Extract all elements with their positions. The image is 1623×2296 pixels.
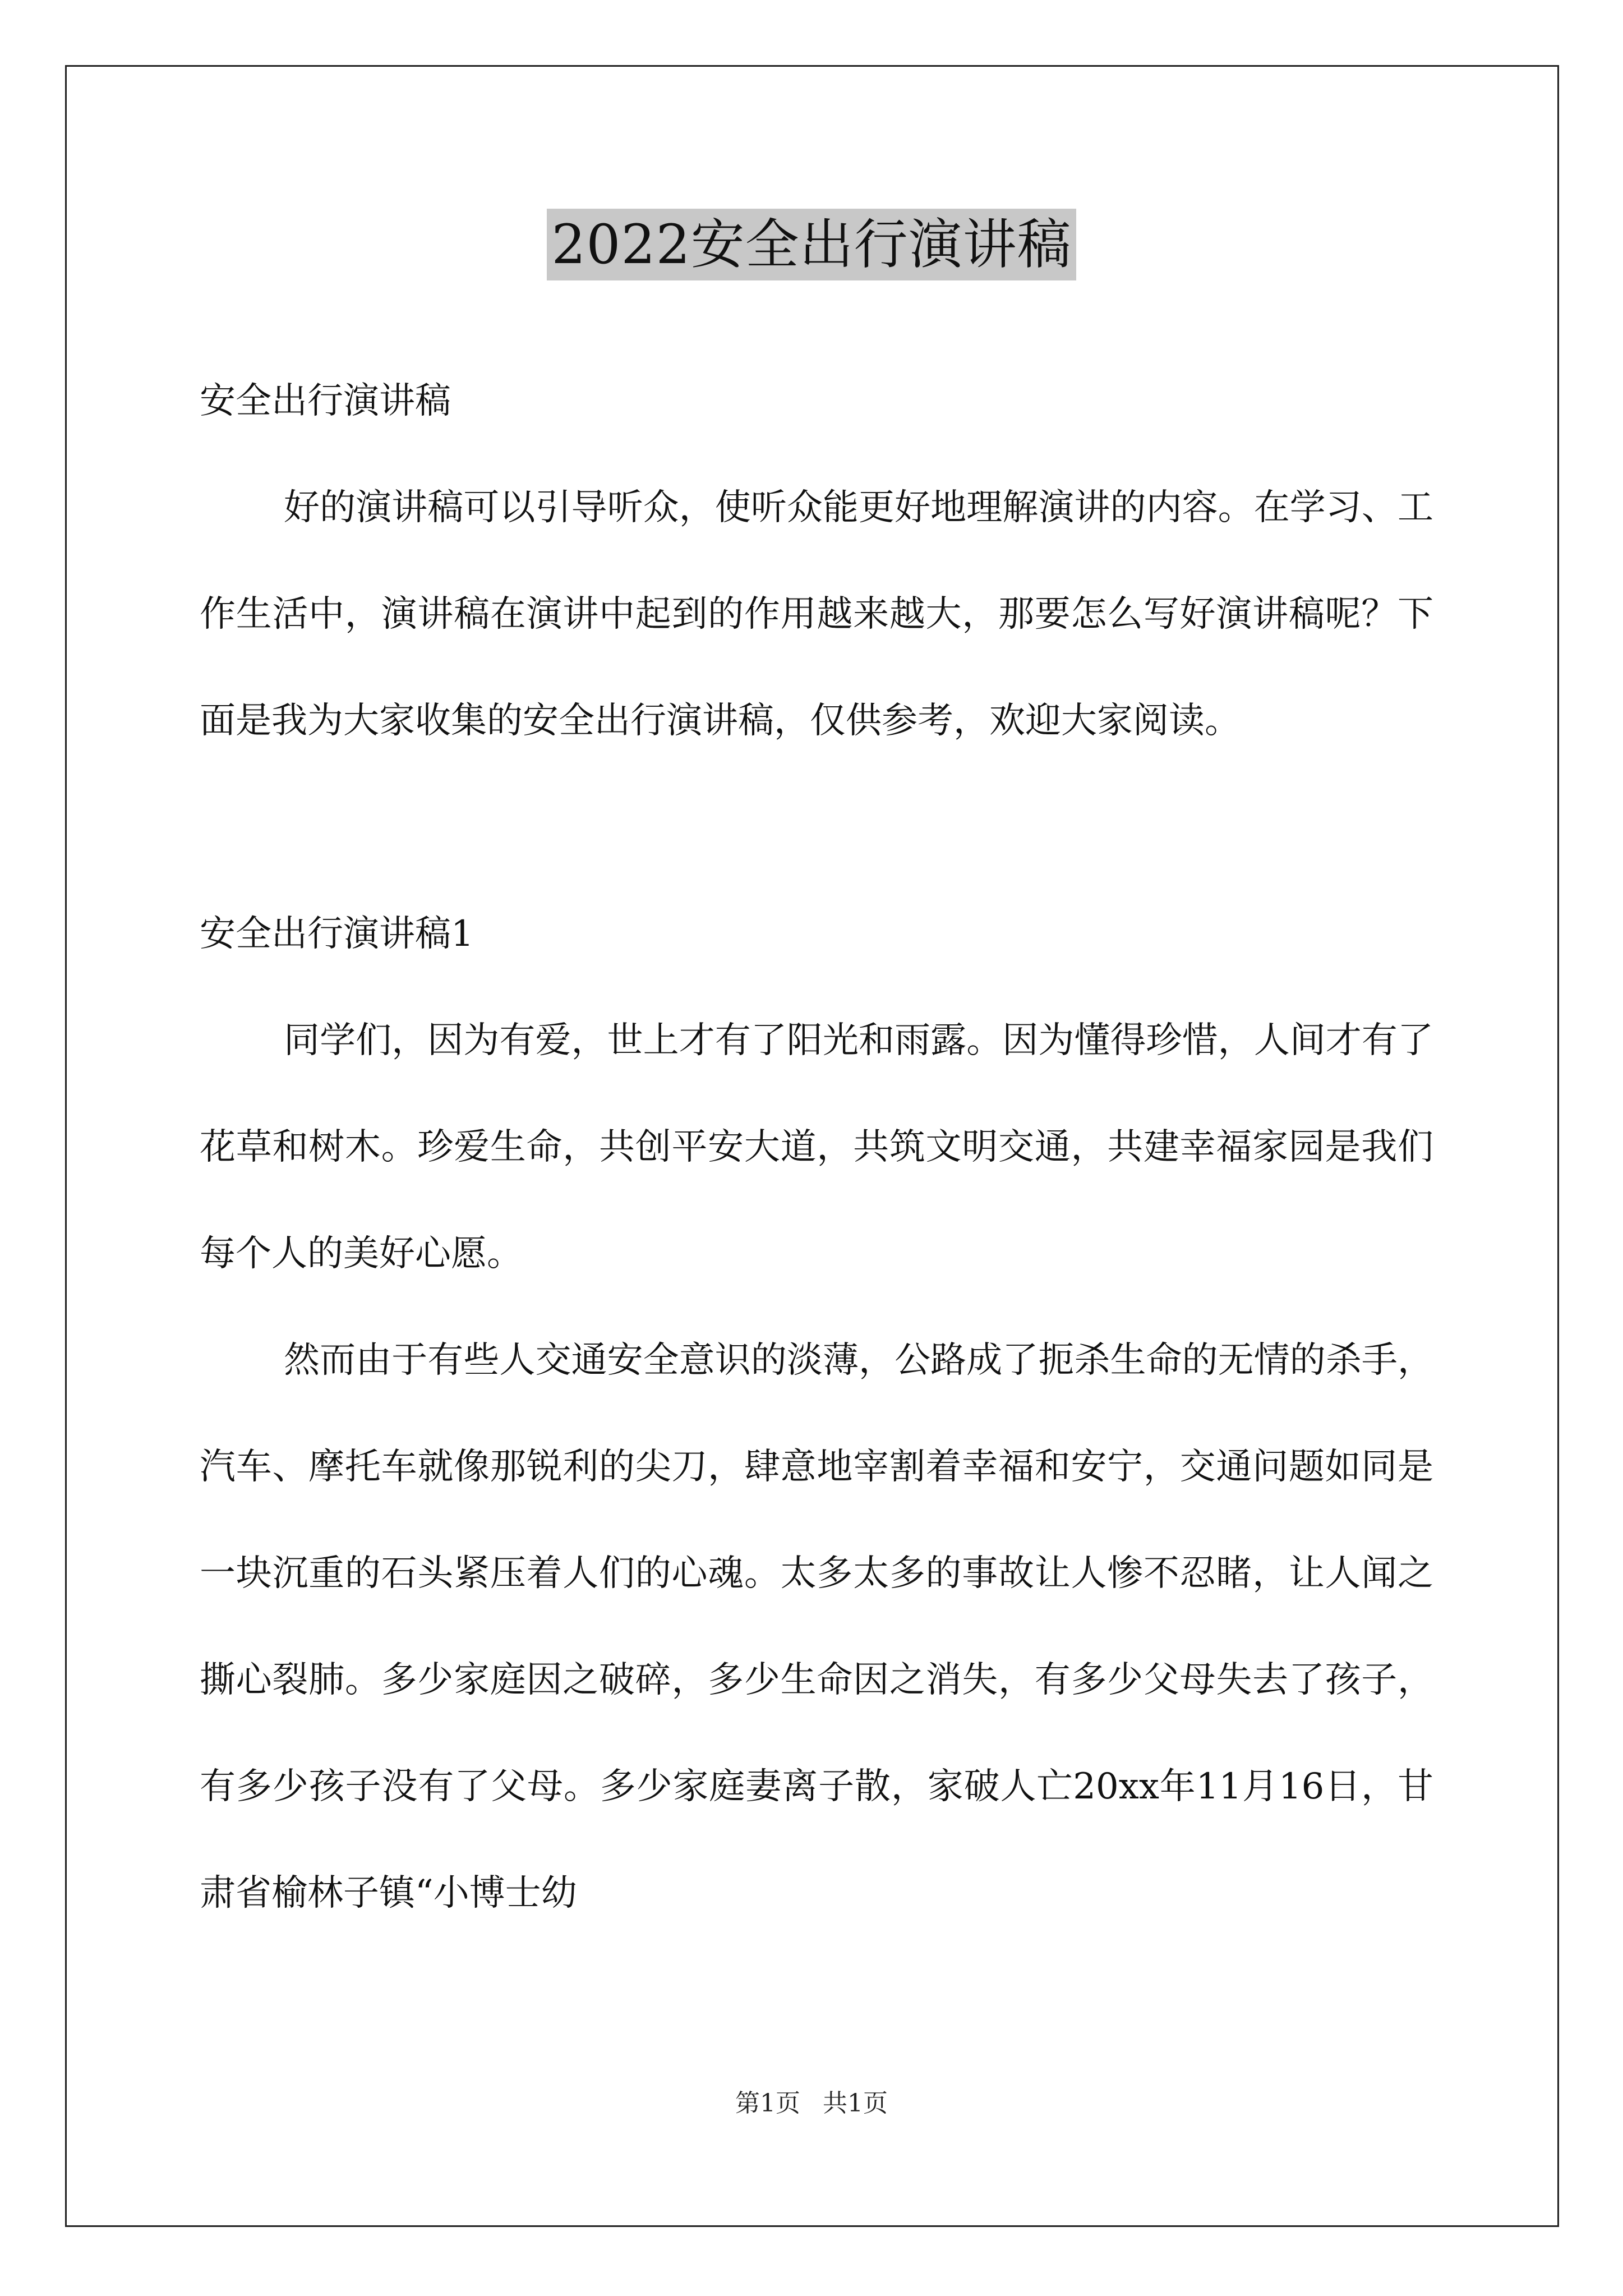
title-container <box>0 209 1623 280</box>
section-spacer <box>200 774 1433 881</box>
page-footer <box>0 2087 1623 2120</box>
section-paragraph-1: 同学们，因为有爱，世上才有了阳光和雨露。因为懂得珍惜，人间才有了花草和树木。珍爱生命，共创平安大道，共筑文明交通，共建幸福家园是我们每个人的美好心愿。 <box>200 1020 1433 1274</box>
section-heading: 安全出行演讲稿1 <box>200 913 474 955</box>
intro-paragraph: 好的演讲稿可以引导听众，使听众能更好地理解演讲的内容。在学习、工作生活中，演讲稿在演讲中起到的作用越来越大，那要怎么写好演讲稿呢？下面是我为大家收集的安全出行演讲稿，仅供参考，欢迎大家阅读。 <box>200 487 1433 742</box>
page-number: 第1页 <box>735 2089 800 2118</box>
page-count: 共1页 <box>823 2089 888 2118</box>
section-paragraph-2: 然而由于有些人交通安全意识的淡薄，公路成了扼杀生命的无情的杀手，汽车、摩托车就像那锐利的尖刀，肆意地宰割着幸福和安宁，交通问题如同是一块沉重的石头紧压着人们的心魂。太多太多的事故让人惨不忍睹，让人闻之撕心裂肺。多少家庭因之破碎，多少生命因之消失，有多少父母失去了孩子，有多少孩子没有了父母。多少家庭妻离子散，家破人亡20xx年11月16日，甘肃省榆林子镇“小博士幼 <box>200 1340 1433 1914</box>
document-body <box>200 348 1433 1947</box>
document-title: 2022安全出行演讲稿 <box>547 209 1076 280</box>
document-subtitle: 安全出行演讲稿 <box>200 380 451 422</box>
